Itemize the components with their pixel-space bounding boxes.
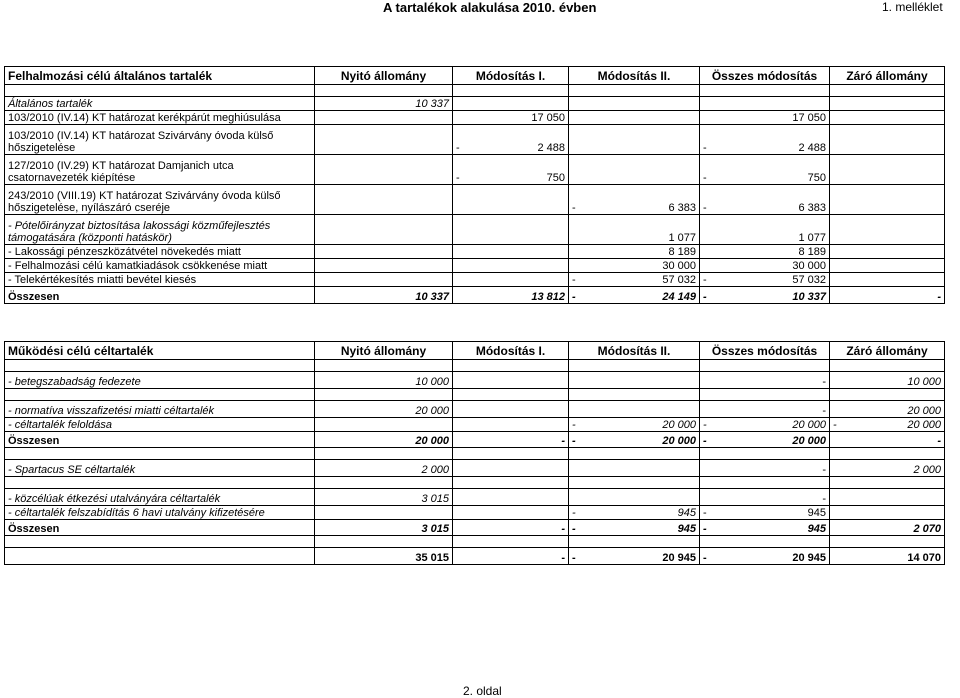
cell-mod-2: 20 000 — [662, 435, 696, 447]
cell-total-mod: 30 000 — [700, 259, 830, 273]
table-row — [5, 215, 945, 245]
cell-mod-2: 57 032 — [662, 274, 696, 286]
cell-total-mod: 17 050 — [700, 111, 830, 125]
cell-dash: - — [703, 274, 707, 286]
table-row — [5, 125, 945, 155]
cell-dash: - — [703, 507, 707, 519]
cell-closing: - — [830, 287, 945, 304]
cell-total-mod: 945 — [807, 507, 826, 519]
cell-dash: - — [833, 419, 837, 431]
cell-opening: 10 000 — [315, 372, 453, 389]
row-label: Összesen — [5, 520, 315, 536]
cell-dash: - — [456, 172, 460, 184]
cell-opening: 10 337 — [315, 287, 453, 304]
cell-mod-1: 13 812 — [453, 287, 569, 304]
cell-dash: - — [572, 202, 576, 214]
cell-opening: 3 015 — [315, 520, 453, 536]
table-row — [5, 506, 945, 520]
cell-mod-1: 2 488 — [537, 142, 565, 154]
cell-mod-2: 945 — [677, 523, 696, 535]
cell-total-mod: 8 189 — [700, 245, 830, 259]
table-row — [5, 185, 945, 215]
page-number: 2. oldal — [463, 684, 502, 698]
cell-total-mod: 20 000 — [792, 419, 826, 431]
table-row — [5, 418, 945, 432]
table-title: Felhalmozási célú általános tartalék — [5, 67, 315, 85]
cell-closing: 20 000 — [830, 401, 945, 418]
table-row — [5, 273, 945, 287]
cell-dash: - — [703, 202, 707, 214]
cell-total-mod: 57 032 — [792, 274, 826, 286]
cell-total-mod: - — [700, 460, 830, 477]
page-title: A tartalékok alakulása 2010. évben — [383, 0, 597, 15]
cell-dash: - — [456, 142, 460, 154]
cell-mod-2: 6 383 — [668, 202, 696, 214]
cell-opening: 2 000 — [315, 460, 453, 477]
cell-total-mod: - — [700, 401, 830, 418]
cell-total-mod: - — [700, 489, 830, 506]
row-label: 243/2010 (VIII.19) KT határozat Szivárvány óvoda külső hőszigetelése, nyílászáró cseréje — [5, 185, 315, 215]
row-label: - Pótelőirányzat biztosítása lakossági közműfejlesztés támogatására (központi hatáskör) — [5, 215, 315, 245]
cell-mod-2: 1 077 — [569, 215, 700, 245]
table-row — [5, 460, 945, 477]
cell-dash: - — [703, 523, 707, 535]
cell-opening: 35 015 — [315, 548, 453, 565]
cell-mod-1: 750 — [546, 172, 565, 184]
col-closing: Záró állomány — [830, 342, 945, 360]
table-header — [5, 342, 945, 360]
cell-mod-2: 8 189 — [569, 245, 700, 259]
cell-dash: - — [572, 274, 576, 286]
cell-mod-2: 945 — [677, 507, 696, 519]
cell-opening: 3 015 — [315, 489, 453, 506]
table-row — [5, 97, 945, 111]
grand-total-row — [5, 548, 945, 565]
cell-mod-2: 24 149 — [662, 291, 696, 303]
cell-mod-2: 20 000 — [662, 419, 696, 431]
table-header — [5, 67, 945, 85]
table-row — [5, 259, 945, 273]
table-row — [5, 401, 945, 418]
cell-closing: 20 000 — [907, 419, 941, 431]
cell-closing: 2 000 — [830, 460, 945, 477]
cell-total-mod: - — [700, 372, 830, 389]
col-total-mod: Összes módosítás — [700, 67, 830, 85]
row-label: - közcélúak étkezési utalványára céltartalék — [5, 489, 315, 506]
row-label: - Lakossági pénzeszközátvétel növekedés miatt — [5, 245, 315, 259]
cell-dash: - — [572, 435, 576, 447]
row-label: 127/2010 (IV.29) KT határozat Damjanich utca csatornavezeték kiépítése — [5, 155, 315, 185]
cell-opening: 10 337 — [315, 97, 453, 111]
cell-total-mod: 750 — [807, 172, 826, 184]
cell-dash: - — [703, 552, 707, 564]
cell-dash: - — [572, 507, 576, 519]
annex-label: 1. melléklet — [882, 0, 943, 14]
row-label: 103/2010 (IV.14) KT határozat kerékpárút meghiúsulása — [5, 111, 315, 125]
cell-dash: - — [703, 142, 707, 154]
col-closing: Záró állomány — [830, 67, 945, 85]
table-title: Működési célú céltartalék — [5, 342, 315, 360]
cell-closing: 2 070 — [830, 520, 945, 536]
cell-mod-1: - — [453, 548, 569, 565]
row-label: - Telekértékesítés miatti bevétel kiesés — [5, 273, 315, 287]
table-row — [5, 155, 945, 185]
col-mod-1: Módosítás I. — [453, 67, 569, 85]
col-opening: Nyitó állomány — [315, 342, 453, 360]
total-row — [5, 520, 945, 536]
cell-opening: 20 000 — [315, 432, 453, 448]
row-label: Általános tartalék — [5, 97, 315, 111]
cell-dash: - — [703, 435, 707, 447]
cell-total-mod: 20 945 — [792, 552, 826, 564]
row-label: - normatíva visszafizetési miatti céltartalék — [5, 401, 315, 418]
row-label: - céltartalék felszabídítás 6 havi utalvány kifizetésére — [5, 506, 315, 520]
table-row — [5, 372, 945, 389]
operating-reserve-table — [4, 341, 945, 565]
cell-mod-1: 17 050 — [453, 111, 569, 125]
col-mod-2: Módosítás II. — [569, 67, 700, 85]
table-row — [5, 111, 945, 125]
cell-total-mod: 20 000 — [792, 435, 826, 447]
cell-dash: - — [572, 419, 576, 431]
row-label: - Spartacus SE céltartalék — [5, 460, 315, 477]
row-label: Összesen — [5, 287, 315, 304]
cell-mod-1: - — [453, 520, 569, 536]
cell-dash: - — [572, 523, 576, 535]
col-mod-1: Módosítás I. — [453, 342, 569, 360]
cell-total-mod: 10 337 — [792, 291, 826, 303]
cell-opening: 20 000 — [315, 401, 453, 418]
cell-closing: 14 070 — [830, 548, 945, 565]
row-label: - Felhalmozási célú kamatkiadások csökkenése miatt — [5, 259, 315, 273]
row-label: - céltartalék feloldása — [5, 418, 315, 432]
cell-total-mod: 1 077 — [700, 215, 830, 245]
total-row — [5, 432, 945, 448]
table-row — [5, 245, 945, 259]
cell-total-mod: 945 — [807, 523, 826, 535]
col-opening: Nyitó állomány — [315, 67, 453, 85]
total-row — [5, 287, 945, 304]
col-total-mod: Összes módosítás — [700, 342, 830, 360]
cell-dash: - — [703, 291, 707, 303]
cell-dash: - — [572, 552, 576, 564]
capital-reserve-table — [4, 66, 945, 304]
row-label: Összesen — [5, 432, 315, 448]
cell-total-mod: 6 383 — [798, 202, 826, 214]
cell-mod-2: 20 945 — [662, 552, 696, 564]
col-mod-2: Módosítás II. — [569, 342, 700, 360]
cell-dash: - — [703, 172, 707, 184]
cell-closing: - — [830, 432, 945, 448]
cell-dash: - — [572, 291, 576, 303]
cell-mod-2: 30 000 — [569, 259, 700, 273]
cell-dash: - — [703, 419, 707, 431]
row-label: 103/2010 (IV.14) KT határozat Szivárvány óvoda külső hőszigetelése — [5, 125, 315, 155]
row-label: - betegszabadság fedezete — [5, 372, 315, 389]
cell-closing: 10 000 — [830, 372, 945, 389]
cell-total-mod: 2 488 — [798, 142, 826, 154]
cell-mod-1: - — [453, 432, 569, 448]
table-row — [5, 489, 945, 506]
